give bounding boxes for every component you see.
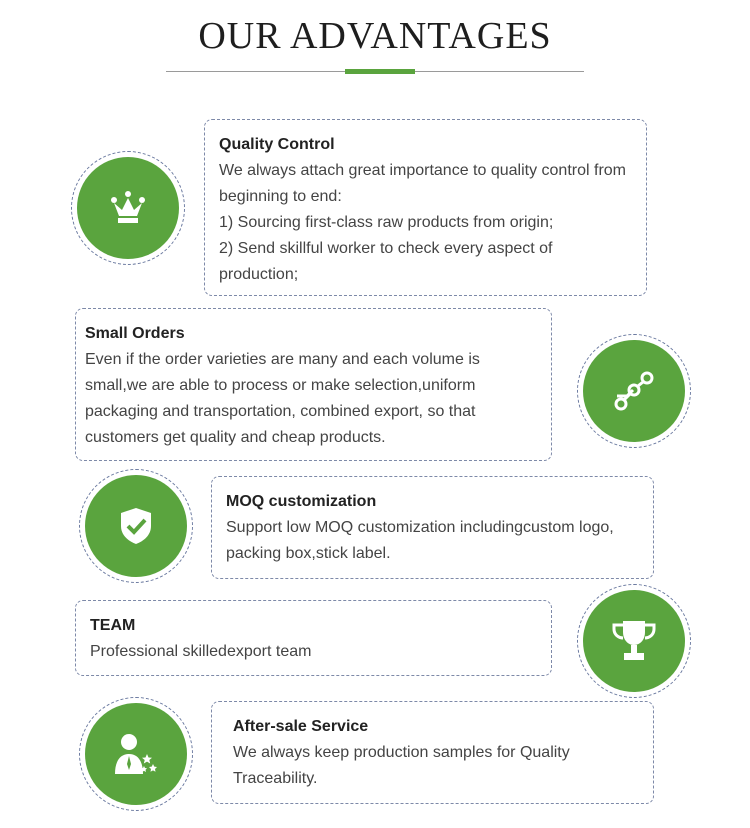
card-text-line: We always attach great importance to quality control from xyxy=(219,162,626,179)
moq-customization-badge xyxy=(79,469,193,583)
trophy-icon xyxy=(610,618,658,664)
card-text-line: Support low MOQ customization includingcustom logo, xyxy=(226,519,614,536)
advantage-card-moq-customization xyxy=(211,476,654,579)
shield-check-icon xyxy=(118,506,154,546)
card-text-line: 1) Sourcing first-class raw products from origin; xyxy=(219,214,554,231)
card-title: Quality Control xyxy=(219,136,335,153)
advantage-card-small-orders xyxy=(75,308,552,461)
quality-control-badge xyxy=(71,151,185,265)
card-text-line: beginning to end: xyxy=(219,188,342,205)
card-title: After-sale Service xyxy=(233,718,369,735)
crown-icon xyxy=(108,188,148,228)
card-text-line: packaging and transportation, combined export, so that xyxy=(85,403,476,420)
user-stars-icon xyxy=(113,732,159,776)
card-title: TEAM xyxy=(90,617,136,634)
card-text-line: production; xyxy=(219,266,299,283)
route-icon xyxy=(613,370,655,412)
page-title: OUR ADVANTAGES xyxy=(198,15,552,57)
small-orders-badge xyxy=(577,334,691,448)
advantage-card-quality-control xyxy=(204,119,647,296)
card-title: Small Orders xyxy=(85,325,185,342)
card-title: MOQ customization xyxy=(226,493,377,510)
card-text-line: 2) Send skillful worker to check every aspect of xyxy=(219,240,553,257)
advantage-card-team xyxy=(75,600,552,676)
after-sale-service-badge xyxy=(79,697,193,811)
card-text-line: Even if the order varieties are many and each volume is xyxy=(85,351,480,368)
card-text-line: Traceability. xyxy=(233,770,318,787)
card-text-line: We always keep production samples for Quality xyxy=(233,744,570,761)
team-badge xyxy=(577,584,691,698)
card-text-line: Professional skilledexport team xyxy=(90,643,312,660)
advantage-card-after-sale-service xyxy=(211,701,654,804)
card-text-line: packing box,stick label. xyxy=(226,545,391,562)
card-text-line: small,we are able to process or make selection,uniform xyxy=(85,377,476,394)
card-text-line: customers get quality and cheap products. xyxy=(85,429,386,446)
title-divider-accent xyxy=(345,69,415,74)
